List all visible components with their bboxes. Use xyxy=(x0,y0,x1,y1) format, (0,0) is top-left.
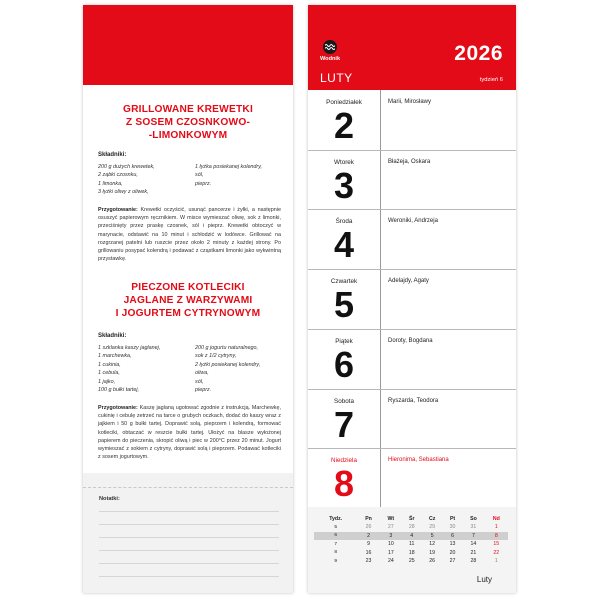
mini-calendar-week-number: 5 xyxy=(334,524,337,530)
mini-calendar-day[interactable]: 11 xyxy=(409,541,415,548)
mini-calendar-day[interactable]: 19 xyxy=(429,549,436,556)
day-row[interactable] xyxy=(308,389,516,446)
mini-calendar-header: Śr xyxy=(408,515,415,522)
mini-calendar-day[interactable]: 13 xyxy=(449,541,456,548)
day-separator xyxy=(308,389,516,390)
mini-calendar-day[interactable]: 27 xyxy=(387,524,394,531)
mini-calendar-day[interactable]: 26 xyxy=(429,558,436,565)
recipe1-ingredients-label: Składniki: xyxy=(98,152,127,158)
mini-calendar-day[interactable]: 29 xyxy=(429,524,436,531)
name-day-names: Weroniki, Andrzeja xyxy=(388,218,438,224)
mini-calendar-day[interactable]: 1 xyxy=(494,524,498,531)
day-row[interactable] xyxy=(308,448,516,505)
mini-calendar-day[interactable]: 28 xyxy=(470,558,477,565)
ingredient: sól, xyxy=(195,378,204,385)
mini-calendar-day[interactable]: 21 xyxy=(470,549,477,556)
day-number: 2 xyxy=(333,105,355,146)
ingredient: 200 g jogurtu naturalnego, xyxy=(195,345,258,351)
recipe-page xyxy=(83,5,293,593)
mini-calendar-day[interactable]: 2 xyxy=(357,532,379,541)
mini-calendar-day[interactable]: 17 xyxy=(387,549,394,556)
recipe1-title: GRILLOWANE KREWETKI Z SOSEM CZOSNKOWO- -LIMONKOWYM xyxy=(122,104,253,141)
recipe1-ingredients-col1 xyxy=(98,163,155,197)
recipe2-title: PIECZONE KOTLECIKI JAGLANE Z WARZYWAMI I JOGURTEM CYTRYNOWYM xyxy=(115,282,261,319)
mini-calendar-week-row xyxy=(314,532,508,541)
day-separator xyxy=(308,269,516,270)
mini-calendar-day[interactable]: 16 xyxy=(365,549,372,556)
ingredient: 1 szklanka kaszy jaglanej, xyxy=(98,345,161,351)
mini-calendar-week-number: 6 xyxy=(314,532,357,541)
mini-calendar xyxy=(308,507,516,593)
day-name: Czwartek xyxy=(330,278,358,285)
mini-calendar-day[interactable]: 15 xyxy=(493,541,500,548)
mini-calendar-month: Luty xyxy=(476,575,492,584)
mini-calendar-header: So xyxy=(470,515,477,522)
recipe2-prep-text: Kaszę jaglaną ugotować zgodnie z instrukcją. Marchewkę, cukinię i cebulę zetrzeć na tarce o grubych oczkach, dodać do kaszy wraz z jajkiem i 50 g bułki tartej. Doprawić solą, pieprzem i kolendrą, formować kotleciki, obtaczać w reszcie bułki tartej. Ułożyć na blasze wyłożonej papierem do pieczenia, skropić oliwą i piec w 200°C przez 20 minut. Jogurt wymieszać z sokiem z cytryny, doprawić solą i pieprzem. Podawać kotleciki z sosem jogurtowym. xyxy=(98,405,281,461)
ingredient: 200 g dużych krewetek, xyxy=(98,164,155,170)
mini-calendar-day[interactable]: 5 xyxy=(421,532,442,541)
day-number: 8 xyxy=(333,463,355,504)
day-row[interactable] xyxy=(308,329,516,386)
recipe1-preparation xyxy=(98,206,281,263)
recipe2-ingredients-col1 xyxy=(98,344,160,394)
day-separator xyxy=(308,329,516,330)
recipe1-ingredients-col2 xyxy=(195,163,262,188)
mini-calendar-day[interactable]: 10 xyxy=(387,541,394,548)
day-number: 6 xyxy=(333,344,355,385)
mini-calendar-day[interactable]: 3 xyxy=(380,532,402,541)
mini-calendar-day[interactable]: 1 xyxy=(494,558,498,565)
mini-calendar-week-row xyxy=(314,557,508,566)
mini-calendar-table xyxy=(314,514,508,566)
mini-calendar-day[interactable]: 30 xyxy=(449,524,456,531)
mini-calendar-week-number: 7 xyxy=(334,541,337,547)
ingredient: 2 łyżki posiekanej kolendry, xyxy=(195,361,261,368)
mini-calendar-day[interactable]: 9 xyxy=(367,541,370,548)
mini-calendar-day[interactable]: 26 xyxy=(365,524,372,531)
mini-calendar-header: Pt xyxy=(449,515,456,522)
notes-line[interactable] xyxy=(99,524,279,525)
day-row[interactable] xyxy=(308,209,516,266)
brand-name: Wodnik xyxy=(320,56,341,62)
name-day-names: Hieronima, Sebastiana xyxy=(388,457,449,463)
mini-calendar-header: Tydz. xyxy=(329,515,343,522)
mini-calendar-day[interactable]: 22 xyxy=(493,549,500,556)
mini-calendar-day[interactable]: 20 xyxy=(449,549,456,556)
day-number: 3 xyxy=(333,165,355,206)
mini-calendar-day[interactable]: 31 xyxy=(470,524,477,531)
day-name: Poniedziałek xyxy=(326,99,362,106)
name-day-names: Marii, Mirosławy xyxy=(388,99,432,105)
year: 2026 xyxy=(454,42,503,65)
ingredient: 3 łyżki oliwy z oliwek, xyxy=(98,189,149,196)
ingredient: 1 limonka, xyxy=(98,180,123,187)
ingredient: pieprz. xyxy=(195,180,212,187)
mini-calendar-day[interactable]: 24 xyxy=(387,558,394,565)
notes-divider xyxy=(83,487,293,488)
red-header-band xyxy=(83,5,293,85)
day-row[interactable] xyxy=(308,269,516,326)
ingredient: oliwa, xyxy=(195,370,209,377)
notes-line[interactable] xyxy=(99,537,279,538)
ingredient: 100 g bułki tartej, xyxy=(98,387,140,394)
notes-label: Notatki: xyxy=(99,496,120,502)
notes-area xyxy=(83,473,293,593)
day-name: Środa xyxy=(335,218,353,225)
mini-calendar-week-row xyxy=(314,540,508,549)
notes-line[interactable] xyxy=(99,550,279,551)
wodnik-logo-icon xyxy=(323,40,337,54)
ingredient: 1 marchewka, xyxy=(98,353,132,360)
mini-calendar-header: Wt xyxy=(387,515,395,522)
mini-calendar-week-row xyxy=(314,549,508,558)
ingredient: 1 cukinia, xyxy=(98,361,121,368)
mini-calendar-day[interactable]: 8 xyxy=(485,532,508,541)
mini-calendar-day[interactable]: 27 xyxy=(449,558,456,565)
recipe2-ingredients-label: Składniki: xyxy=(98,333,127,339)
recipe2-ingredients-col2 xyxy=(195,344,260,394)
day-number: 5 xyxy=(333,284,355,325)
ingredient: 2 ząbki czosnku, xyxy=(98,172,138,179)
ingredient: sok z 1/2 cytryny, xyxy=(195,353,237,360)
mini-calendar-week-number: 8 xyxy=(334,550,337,556)
ingredient: 1 łyżka posiekanej kolendry, xyxy=(195,164,263,170)
day-row[interactable] xyxy=(308,90,516,147)
mini-calendar-day[interactable]: 25 xyxy=(408,558,415,565)
notes-line[interactable] xyxy=(99,576,279,577)
mini-calendar-week-number: 9 xyxy=(334,558,337,564)
recipe2-preparation xyxy=(98,404,281,461)
day-number: 7 xyxy=(333,404,355,445)
mini-calendar-day[interactable]: 4 xyxy=(402,532,421,541)
ingredient: 1 cebula, xyxy=(98,370,120,377)
recipe2-prep-label: Przygotowanie: xyxy=(98,405,138,411)
ingredient: 1 jajko, xyxy=(98,378,116,385)
notes-line[interactable] xyxy=(99,563,279,564)
day-separator xyxy=(308,209,516,210)
recipe1-prep-label: Przygotowanie: xyxy=(98,207,138,213)
week-number: tydzień 6 xyxy=(479,77,503,83)
mini-calendar-day[interactable]: 28 xyxy=(408,524,415,531)
name-day-names: Doroty, Bogdana xyxy=(388,338,433,344)
mini-calendar-week-row xyxy=(314,523,508,532)
mini-calendar-day[interactable]: 12 xyxy=(429,541,436,548)
mini-calendar-day[interactable]: 7 xyxy=(462,532,484,541)
ingredient: sól, xyxy=(195,172,204,179)
mini-calendar-day[interactable]: 23 xyxy=(365,558,372,565)
notes-line[interactable] xyxy=(99,511,279,512)
mini-calendar-header: Cz xyxy=(428,515,436,522)
day-name: Sobota xyxy=(334,398,354,405)
recipe1-prep-text: Krewetki oczyścić, usunąć pancerze i żyłki, a następnie osuszyć papierowym ręcznikiem. W misce wymieszać oliwę, sok z limonki, przeciśnięty przez praskę czosnek, sól i pieprz. Krewetki obtoczyć w marynacie, odstawić na 10 minut i schłodzić w lodówce. Grillować na rozgrzanej patelni lub ruszcie przez około 2 minuty z każdej strony. Po grillowaniu posypać kolendrą i podawać z cząstkami limonki jako wykwintną przystawkę. xyxy=(98,207,281,263)
mini-calendar-day[interactable]: 18 xyxy=(408,549,415,556)
day-separator xyxy=(308,448,516,449)
day-name: Wtorek xyxy=(334,159,354,166)
ingredient: pieprz. xyxy=(195,387,212,394)
mini-calendar-day[interactable]: 14 xyxy=(470,541,477,548)
mini-calendar-header: Pn xyxy=(365,515,372,522)
calendar-page xyxy=(308,5,516,593)
day-separator xyxy=(308,150,516,151)
day-name: Piątek xyxy=(335,338,353,345)
name-day-names: Ryszarda, Teodora xyxy=(388,398,439,404)
name-day-names: Adelajdy, Agaty xyxy=(388,278,429,284)
day-number: 4 xyxy=(333,224,355,265)
mini-calendar-day[interactable]: 6 xyxy=(443,532,462,541)
month-name: LUTY xyxy=(320,71,353,85)
mini-calendar-header: Nd xyxy=(492,515,500,522)
day-row[interactable] xyxy=(308,150,516,207)
name-day-names: Błażeja, Oskara xyxy=(388,159,431,165)
day-name: Niedziela xyxy=(331,457,357,464)
